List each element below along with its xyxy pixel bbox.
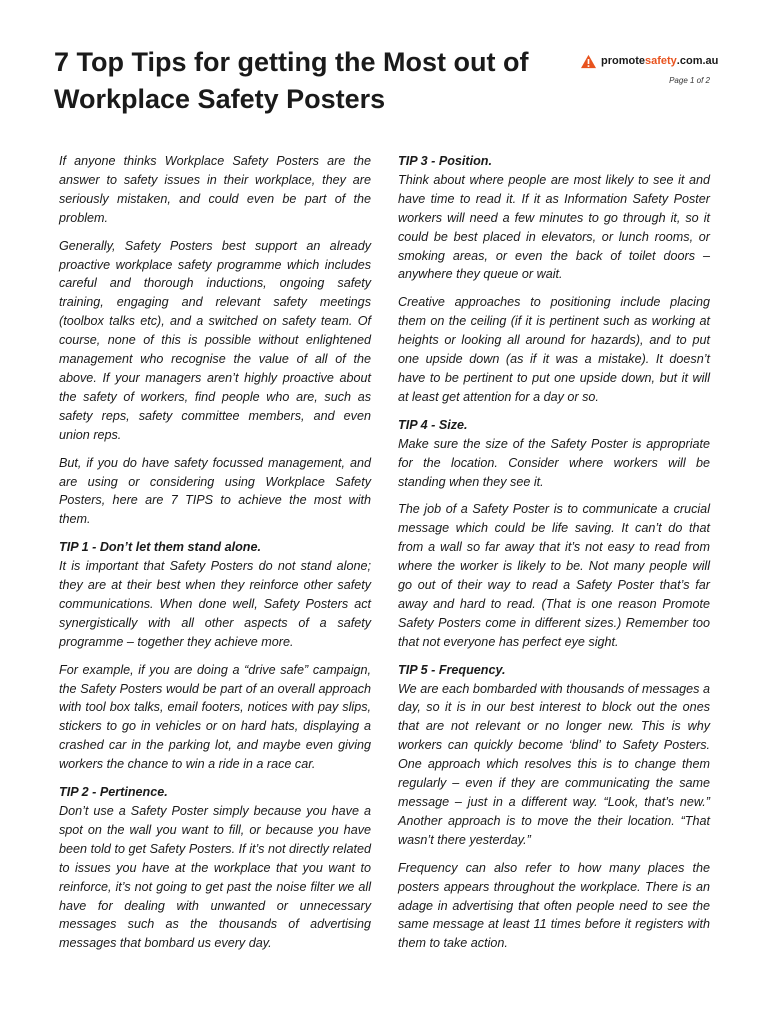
brand-text-domain: .com.au	[676, 55, 719, 67]
tip-5-heading: TIP 5 - Frequency.	[398, 662, 506, 677]
brand-text-safety: safety	[645, 55, 677, 67]
tip-4-paragraph: Make sure the size of the Safety Poster is appropriate for the location. Consider where workers will be standing when they see it.	[398, 436, 710, 489]
tip-2-paragraph: Don’t use a Safety Poster simply because you have a spot on the wall you want to fill, or because you have been told to get Safety Posters. If it’s not directly related to issues you have at the workplace that you want to reinforce, it’s not going to get past the noise filter we all have for dealing with unwanted or unnecessary messages such as the thousands of advertising messages that bombard us every day.	[59, 804, 371, 951]
tip-1-paragraph: For example, if you are doing a “drive safe” campaign, the Safety Posters would be part of an overall approach with tool box talks, email footers, notices with pay slips, stickers to go in vehicles or on hard hats, displaying a crashed car in the parking lot, and maybe even giving workers the chance to win a ride in a race car.	[59, 662, 371, 772]
tip-1-paragraph: It is important that Safety Posters do not stand alone; they are at their best when they reinforce other safety communications. When done well, Safety Posters act synergistically with all other aspects of a safety programme – together they achieve more.	[59, 559, 371, 649]
brand-text-promote: promote	[601, 55, 645, 67]
intro-paragraph: If anyone thinks Workplace Safety Posters are the answer to safety issues in their workplace, they are seriously mistaken, and could even be part of the problem.	[59, 154, 371, 225]
tip-5-paragraph: We are each bombarded with thousands of messages a day, so it is in our best interest to block out the ones that are not relevant or no longer new. This is why workers can quickly become ‘blind’ to Safety Posters. One approach which resolves this is to change them regularly – even if they are communicating the same message – just in a different way. “Look, that’s new.” Another approach is to move the their location. “That wasn’t there yesterday.”	[398, 681, 710, 847]
tip-3-paragraph: Think about where people are most likely to see it and have time to read it. If it as Information Safety Poster workers will need a few minutes to go through it, so it could be best placed in elevators, or lunch rooms, or smoking areas, or even the back of toilet doors – anywhere they queue or wait.	[398, 172, 710, 282]
tip-3-paragraph: Creative approaches to positioning include placing them on the ceiling (if it is pertinent such as working at heights or looking all around for hazards), and to put one upside down (as if it was a mistake). It doesn’t have to be pertinent to put one upside down, but it will at least get attention for a day or so.	[398, 295, 710, 404]
tip-3-heading: TIP 3 - Position.	[398, 154, 492, 168]
warning-triangle-icon	[580, 54, 597, 69]
body-paragraph: But, if you do have safety focussed management, and are using or considering using Workplace Safety Posters, here are 7 TIPS to achieve the most with them.	[59, 455, 371, 527]
brand-logo	[580, 52, 718, 70]
left-column	[59, 152, 371, 962]
page-title: 7 Top Tips for getting the Most out of Workplace Safety Posters	[54, 47, 529, 114]
body-paragraph: Generally, Safety Posters best support an already proactive workplace safety programme which includes careful and thorough inductions, ongoing safety training, engaging and relevant safety meetings (toolbox talks etc), and a switched on safety team. Of course, none of this is possible without enlightened management who recognise the value of all of the above. If your managers aren’t highly proactive about the safety of workers, find people who are, such as safety reps, safety committee members, and even union reps.	[59, 238, 371, 442]
tip-4-paragraph: The job of a Safety Poster is to communicate a crucial message which could be life saving. It can’t do that from a wall so far away that it’s not easy to read from where the worker is likely to be. Not many people will go out of their way to read a Safety Poster that’s far away and hard to read. (That is one reason Promote Safety Posters come in different sizes.) Remember too that not everyone has perfect eye sight.	[398, 502, 710, 649]
tip-4-heading: TIP 4 - Size.	[398, 417, 468, 432]
tip-1-heading: TIP 1 - Don’t let them stand alone.	[59, 540, 261, 555]
tip-2-heading: TIP 2 - Pertinence.	[59, 785, 168, 800]
page-number: Page 1 of 2	[669, 76, 710, 85]
tip-5-paragraph: Frequency can also refer to how many places the posters appears throughout the workplace. There is an adage in advertising that often people need to see the same message at least 11 times before it registers with them to take action.	[398, 860, 710, 951]
right-column	[398, 152, 710, 962]
